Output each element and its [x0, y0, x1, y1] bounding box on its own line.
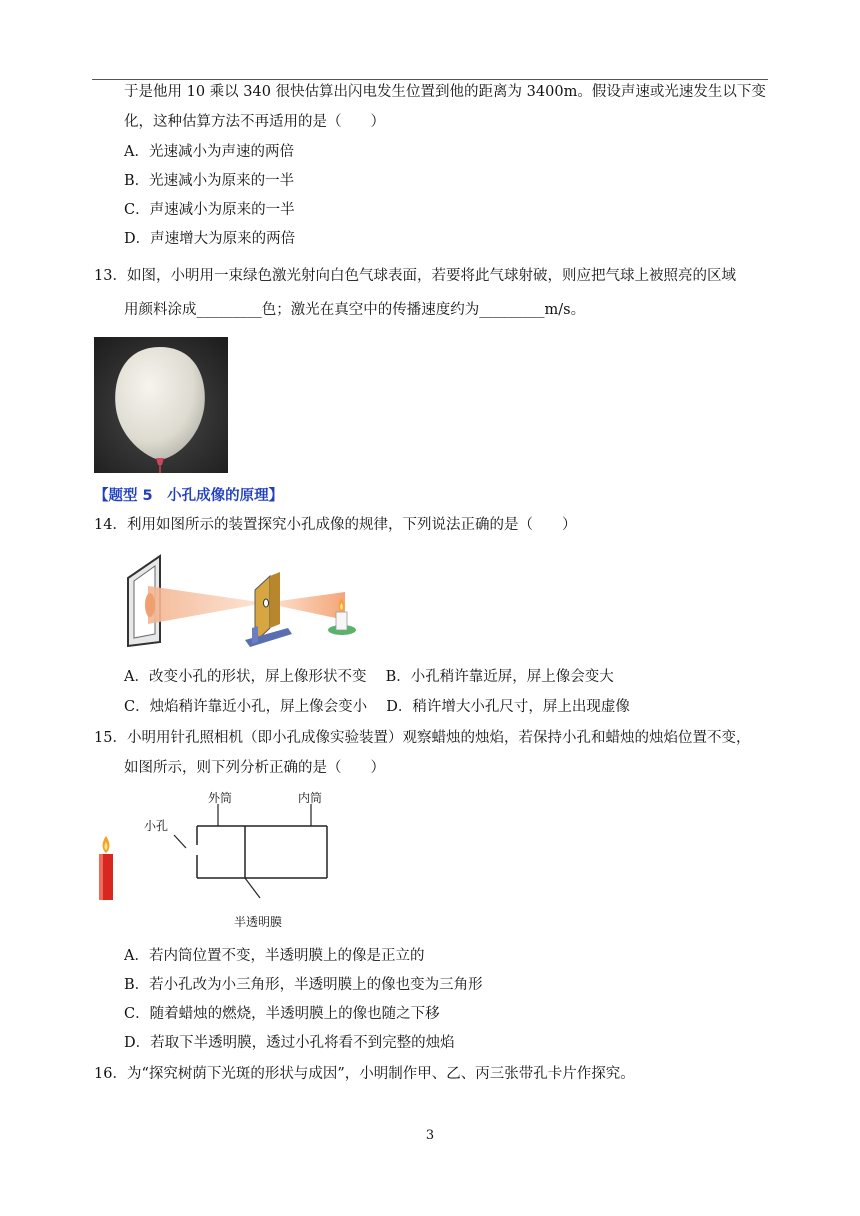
q12-option-c: C．声速减小为原来的一半	[124, 202, 295, 218]
q12-option-d: D．声速增大为原来的两倍	[124, 231, 296, 247]
q15-stem-line1: 15．小明用针孔照相机（即小孔成像实验装置）观察蜡烛的烛焰，若保持小孔和蜡烛的烛焰位置不变，	[94, 730, 751, 746]
q12-stem-line2: 化，这种估算方法不再适用的是（ ）	[124, 114, 385, 130]
q14-stem: 14．利用如图所示的装置探究小孔成像的规律，下列说法正确的是（ ）	[94, 517, 577, 533]
q12-stem-line1: 于是他用 10 乘以 340 很快估算出闪电发生位置到他的距离为 3400m。假设声速或光速发生以下变	[124, 84, 766, 100]
q14-options-row2: C．烛焰稍许靠近小孔，屏上像会变小 D．稍许增大小孔尺寸，屏上出现虚像	[124, 699, 630, 715]
q15-option-a: A．若内筒位置不变，半透明膜上的像是正立的	[124, 948, 425, 964]
label-membrane: 半透明膜	[234, 915, 283, 929]
header-rule	[92, 79, 768, 80]
q13-stem-line1: 13．如图，小明用一束绿色激光射向白色气球表面，若要将此气球射破，则应把气球上被照亮的区域	[94, 268, 736, 284]
label-inner-tube: 内筒	[298, 791, 323, 805]
page-number: 3	[425, 1128, 435, 1143]
q16-stem: 16．为“探究树荫下光斑的形状与成因”，小明制作甲、乙、丙三张带孔卡片作探究。	[94, 1066, 635, 1082]
q13-stem-line2: 用颜料涂成_________色；激光在真空中的传播速度约为_________m/s。	[124, 302, 586, 318]
pinhole-camera-diagram	[94, 788, 344, 934]
q12-option-a: A．光速减小为声速的两倍	[124, 144, 294, 160]
q12-option-b: B．光速减小为原来的一半	[124, 173, 295, 189]
q14-options-row1: A．改变小孔的形状，屏上像形状不变 B．小孔稍许靠近屏，屏上像会变大	[124, 669, 614, 685]
q15-option-d: D．若取下半透明膜，透过小孔将看不到完整的烛焰	[124, 1035, 455, 1051]
label-outer-tube: 外筒	[208, 791, 233, 805]
q15-option-c: C．随着蜡烛的燃烧，半透明膜上的像也随之下移	[124, 1006, 440, 1022]
balloon-photo	[94, 337, 228, 473]
section-heading: 【题型 5 小孔成像的原理】	[94, 488, 284, 504]
pinhole-apparatus-diagram	[120, 548, 370, 648]
q15-stem-line2: 如图所示，则下列分析正确的是（ ）	[124, 760, 385, 776]
label-pinhole: 小孔	[144, 819, 169, 833]
q15-option-b: B．若小孔改为小三角形，半透明膜上的像也变为三角形	[124, 977, 483, 993]
